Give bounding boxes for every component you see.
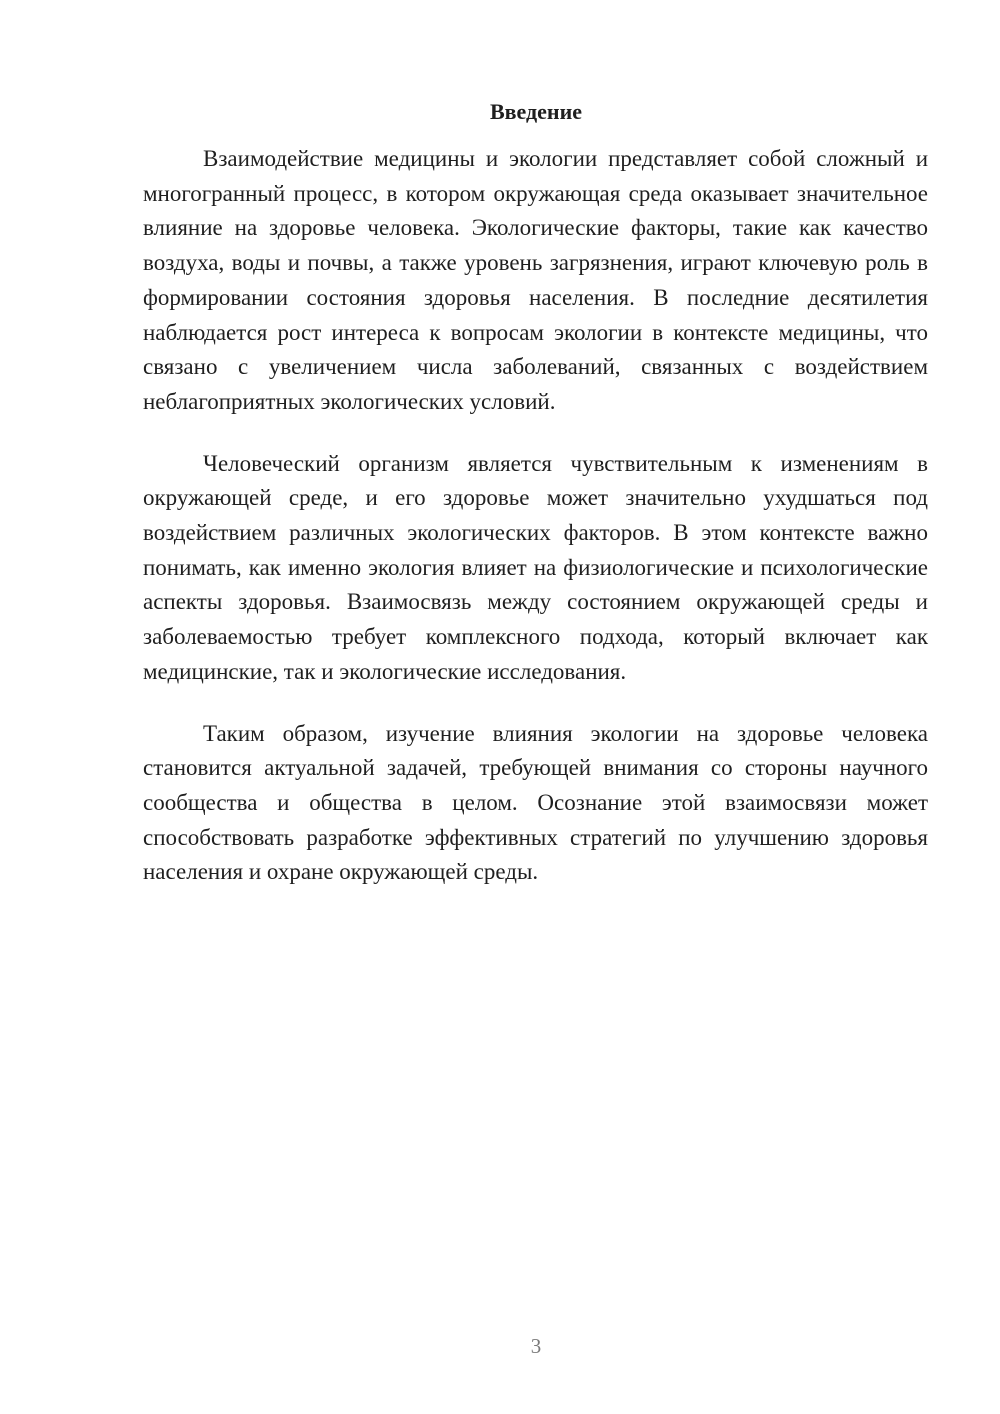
paragraph-2: Человеческий организм является чувствительным к изменениям в окружающей среде, и его здоровье может значительно ухудшаться под воздействием различных экологических факторов. В этом контексте важно понимать, как именно экология влияет на физиологические и психологические аспекты здоровья. Взаимосвязь между состоянием окружающей среды и заболеваемостью требует комплексного подхода, который включает как медицинские, так и экологические исследования.: [143, 450, 928, 684]
paragraph-3: Таким образом, изучение влияния экологии на здоровье человека становится актуальной задачей, требующей внимания со стороны научного сообщества и общества в целом. Осознание этой взаимосвязи может способствовать разработке эффективных стратегий по улучшению здоровья населения и охране окружающей среды.: [143, 720, 928, 885]
page-number: 3: [530, 1334, 542, 1358]
body-text: [143, 142, 928, 917]
page-title: Введение: [489, 99, 583, 124]
paragraph-1: Взаимодействие медицины и экологии представляет собой сложный и многогранный процесс, в котором окружающая среда оказывает значительное влияние на здоровье человека. Экологические факторы, такие как качество воздуха, воды и почвы, а также уровень загрязнения, играют ключевую роль в формировании состояния здоровья населения. В последние десятилетия наблюдается рост интереса к вопросам экологии в контексте медицины, что связано с увеличением числа заболеваний, связанных с воздействием неблагоприятных экологических условий.: [143, 146, 928, 414]
